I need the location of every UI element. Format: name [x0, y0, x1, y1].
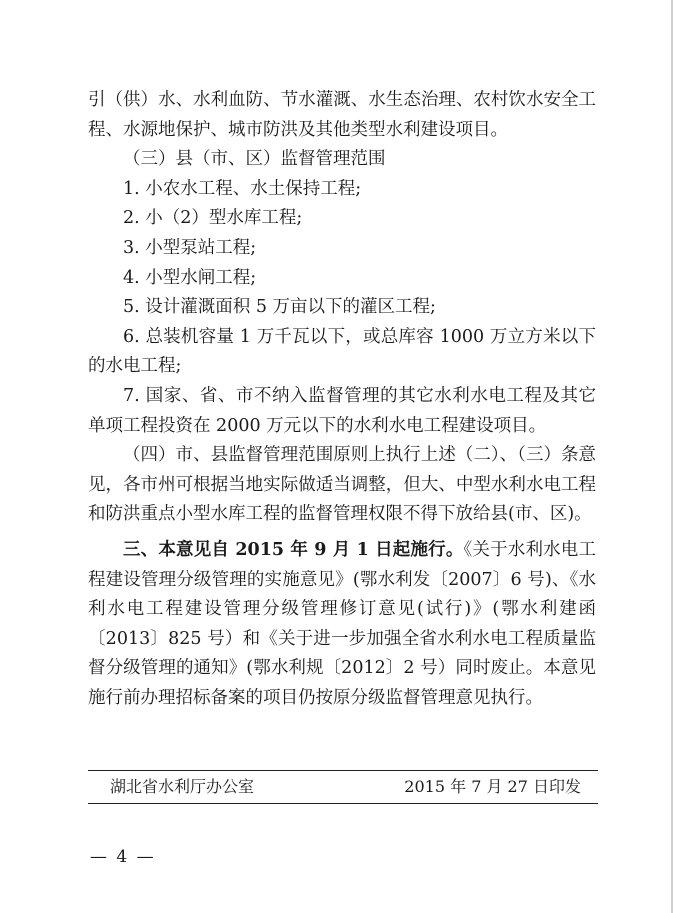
section-4-paragraph: （四）市、县监督管理范围原则上执行上述（二）、（三）条意见，各市州可根据当地实际做适当调整，但大、中型水利水电工程和防洪重点小型水库工程的监督管理权限不得下放给县(市、区)。: [88, 445, 596, 525]
paragraph-continuation: 引（供）水、水利血防、节水灌溉、水生态治理、农村饮水安全工程、水源地保护、城市防洪及其他类型水利建设项目。: [88, 90, 596, 140]
list-item-4: 4. 小型水闸工程;: [123, 267, 257, 288]
list-item-1: 1. 小农水工程、水土保持工程;: [123, 178, 362, 199]
list-item-6: 6. 总装机容量 1 万千瓦以下，或总库容 1000 万立方米以下的水电工程;: [88, 326, 596, 377]
section-3-heading: （三）县（市、区）监督管理范围: [123, 149, 386, 170]
list-item-5: 5. 设计灌溉面积 5 万亩以下的灌区工程;: [123, 297, 436, 318]
footer-rule-top: [88, 770, 598, 771]
list-item-3: 3. 小型泵站工程;: [123, 237, 257, 258]
list-item-2: 2. 小（2）型水库工程;: [123, 208, 303, 229]
issue-date: 2015 年 7 月 27 日印发: [404, 777, 581, 796]
article-3-paragraph: [88, 536, 596, 714]
list-item-7: 7. 国家、省、市不纳入监督管理的其它水利水电工程及其它单项工程投资在 2000 万元以下的水利水电工程建设项目。: [88, 385, 596, 436]
page-number: — 4 —: [90, 847, 156, 867]
article-3-text: 《关于水利水电工程建设管理分级管理的实施意见》(鄂水利发〔2007〕6 号)、《水利水电工程建设管理分级管理修订意见(试行)》(鄂水利建函〔2013〕825 号）和《关于进一步加强全省水利水电工程质量监督分级管理的通知》(鄂水利规〔2012〕2 号）同时废止。本意见施行前办理招标备案的项目仍按原分级监督管理意见执行。: [88, 539, 596, 708]
footer-rule-bottom: [88, 803, 598, 804]
article-3-lead: 三、本意见自 2015 年 9 月 1 日起施行。: [123, 539, 464, 560]
issuing-office: 湖北省水利厅办公室: [110, 777, 255, 796]
document-body: [88, 86, 596, 713]
